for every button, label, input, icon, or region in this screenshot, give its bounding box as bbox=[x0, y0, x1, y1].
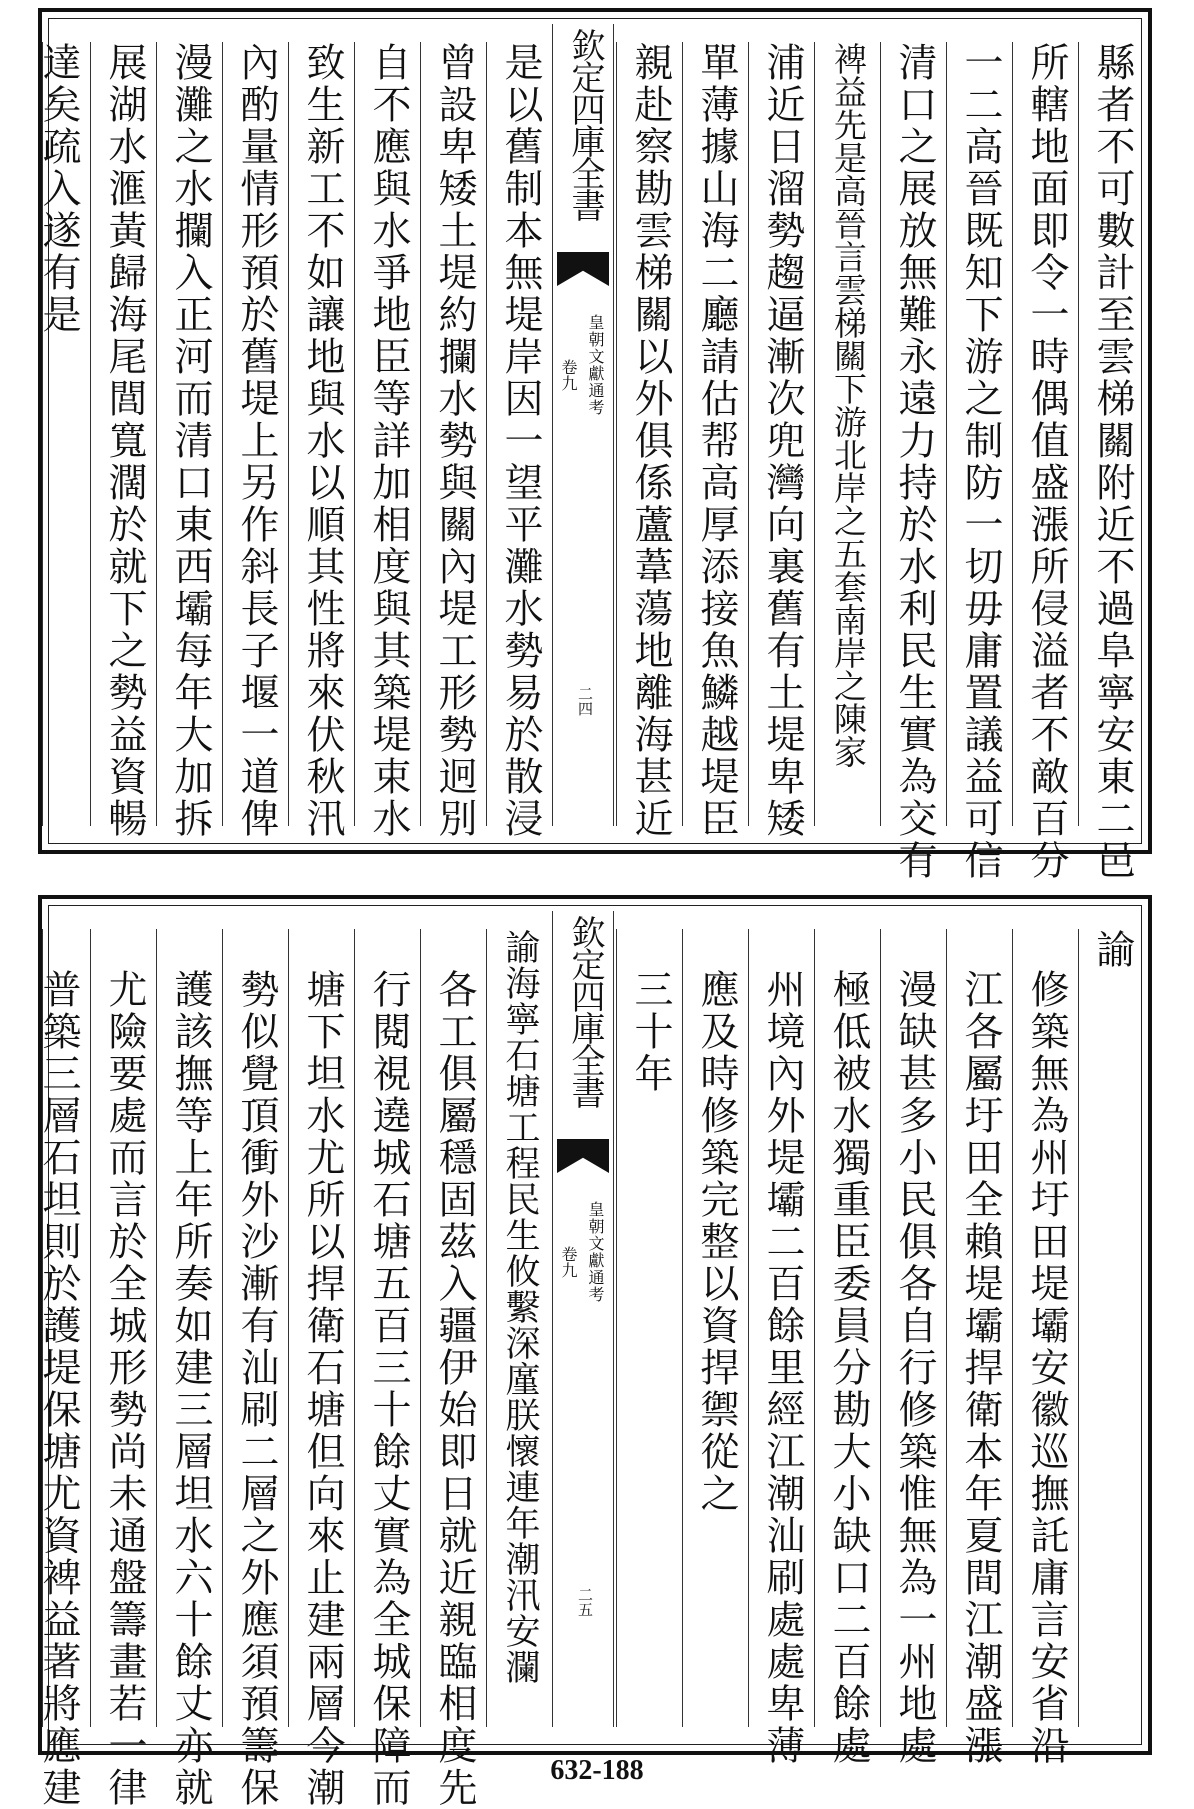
column-text: 諭 bbox=[1090, 929, 1135, 971]
text-column bbox=[486, 929, 552, 1727]
column-text: 漫缺甚多小民俱各自行修築惟無為一州地處 bbox=[892, 969, 937, 1767]
text-column bbox=[1078, 42, 1144, 882]
source-title: 皇朝文獻通考 bbox=[586, 314, 605, 416]
column-text: 裨益先是高晉言雲梯關下游北岸之五套南岸之陳家 bbox=[829, 42, 868, 768]
text-column bbox=[36, 42, 90, 826]
top-page bbox=[36, 8, 1152, 882]
text-column bbox=[1012, 929, 1078, 1767]
text-column bbox=[156, 929, 222, 1809]
footer-page-ref: 632-188 bbox=[550, 1755, 644, 1786]
column-text: 普築三層石坦則於護堤保塘尤資裨益著將應建 bbox=[36, 969, 81, 1809]
text-column bbox=[288, 929, 354, 1809]
column-text: 諭海寧石塘工程民生攸繫深廑朕懷連年潮汛安瀾 bbox=[500, 929, 540, 1685]
book-title: 欽定四庫全書 bbox=[565, 28, 605, 220]
column-text: 曾設卑矮土堤約攔水勢與關內堤工形勢迥別 bbox=[432, 42, 477, 840]
text-column bbox=[486, 42, 552, 840]
column-text: 漫灘之水攔入正河而清口東西壩每年大加拆 bbox=[168, 42, 213, 840]
column-text: 達矣疏入遂有是 bbox=[36, 42, 81, 336]
volume-label: 卷九 bbox=[559, 359, 578, 391]
text-column bbox=[682, 42, 748, 840]
fish-tail-mark bbox=[557, 1139, 609, 1173]
column-text: 勢似覺頂衝外沙漸有汕刷二層之外應須預籌保 bbox=[234, 969, 279, 1809]
source-title: 皇朝文獻通考 bbox=[586, 1201, 605, 1303]
column-text: 單薄據山海二廳請估帮高厚添接魚鱗越堤臣 bbox=[694, 42, 739, 840]
column-text: 浦近日溜勢趨逼漸次兜灣向裏舊有土堤卑矮 bbox=[760, 42, 805, 840]
column-text: 致生新工不如讓地與水以順其性將來伏秋汛 bbox=[300, 42, 345, 840]
text-column bbox=[420, 42, 486, 840]
column-text: 所轄地面即令一時偶值盛漲所侵溢者不敵百分 bbox=[1024, 42, 1069, 882]
text-column bbox=[156, 42, 222, 840]
book-title: 欽定四庫全書 bbox=[565, 915, 605, 1107]
text-column bbox=[748, 929, 814, 1767]
fish-tail-mark bbox=[557, 252, 609, 286]
text-column bbox=[288, 42, 354, 840]
column-text: 修築無為州圩田堤壩安徽巡撫託庸言安省沿 bbox=[1024, 969, 1069, 1767]
page-number: 二四 bbox=[576, 686, 594, 716]
column-text: 清口之展放無難永遠力持於水利民生實為交有 bbox=[892, 42, 937, 882]
text-column bbox=[616, 42, 682, 840]
volume-label: 卷九 bbox=[559, 1246, 578, 1278]
column-text: 極低被水獨重臣委員分勘大小缺口二百餘處 bbox=[826, 969, 871, 1767]
text-column bbox=[420, 929, 486, 1809]
column-text: 親赴察勘雲梯關以外俱係蘆葦蕩地離海甚近 bbox=[628, 42, 673, 840]
column-text: 一二高晉既知下游之制防一切毋庸置議益可信 bbox=[958, 42, 1003, 882]
column-text: 江各屬圩田全賴堤壩捍衛本年夏間江潮盛漲 bbox=[958, 969, 1003, 1767]
text-column bbox=[1012, 42, 1078, 882]
text-column bbox=[682, 929, 748, 1727]
text-column bbox=[90, 42, 156, 840]
text-column bbox=[90, 929, 156, 1809]
column-text: 三十年 bbox=[628, 969, 673, 1095]
center-margin bbox=[552, 911, 614, 1727]
column-text: 各工俱屬穩固茲入疆伊始即日就近親臨相度先 bbox=[432, 969, 477, 1809]
text-column bbox=[354, 42, 420, 840]
text-column bbox=[748, 42, 814, 840]
text-column bbox=[946, 42, 1012, 882]
text-column bbox=[36, 929, 90, 1809]
column-text: 尤險要處而言於全城形勢尚未通盤籌畫若一律 bbox=[102, 969, 147, 1809]
text-column bbox=[616, 929, 682, 1727]
text-column bbox=[814, 42, 880, 826]
text-column bbox=[946, 929, 1012, 1767]
column-text: 應及時修築完整以資捍禦從之 bbox=[694, 969, 739, 1515]
text-column bbox=[880, 929, 946, 1767]
column-text: 塘下坦水尤所以捍衛石塘但向來止建兩層今潮 bbox=[300, 969, 345, 1809]
column-text: 內酌量情形預於舊堤上另作斜長子堰一道俾 bbox=[234, 42, 279, 840]
text-column bbox=[880, 42, 946, 882]
center-margin bbox=[552, 24, 614, 826]
text-column bbox=[354, 929, 420, 1809]
column-text: 是以舊制本無堤岸因一望平灘水勢易於散浸 bbox=[498, 42, 543, 840]
column-text: 展湖水滙黃歸海尾閭寬濶於就下之勢益資暢 bbox=[102, 42, 147, 840]
column-text: 自不應與水爭地臣等詳加相度與其築堤束水 bbox=[366, 42, 411, 840]
text-column bbox=[222, 929, 288, 1809]
text-column bbox=[814, 929, 880, 1767]
text-column bbox=[1078, 929, 1144, 1727]
page-number: 二五 bbox=[576, 1587, 594, 1617]
column-text: 護該撫等上年所奏如建三層坦水六十餘丈亦就 bbox=[168, 969, 213, 1809]
column-text: 州境內外堤壩二百餘里經江潮汕刷處處卑薄 bbox=[760, 969, 805, 1767]
column-text: 縣者不可數計至雲梯關附近不過阜寧安東二邑 bbox=[1090, 42, 1135, 882]
text-column bbox=[222, 42, 288, 840]
column-text: 行閱視遶城石塘五百三十餘丈實為全城保障而 bbox=[366, 969, 411, 1809]
